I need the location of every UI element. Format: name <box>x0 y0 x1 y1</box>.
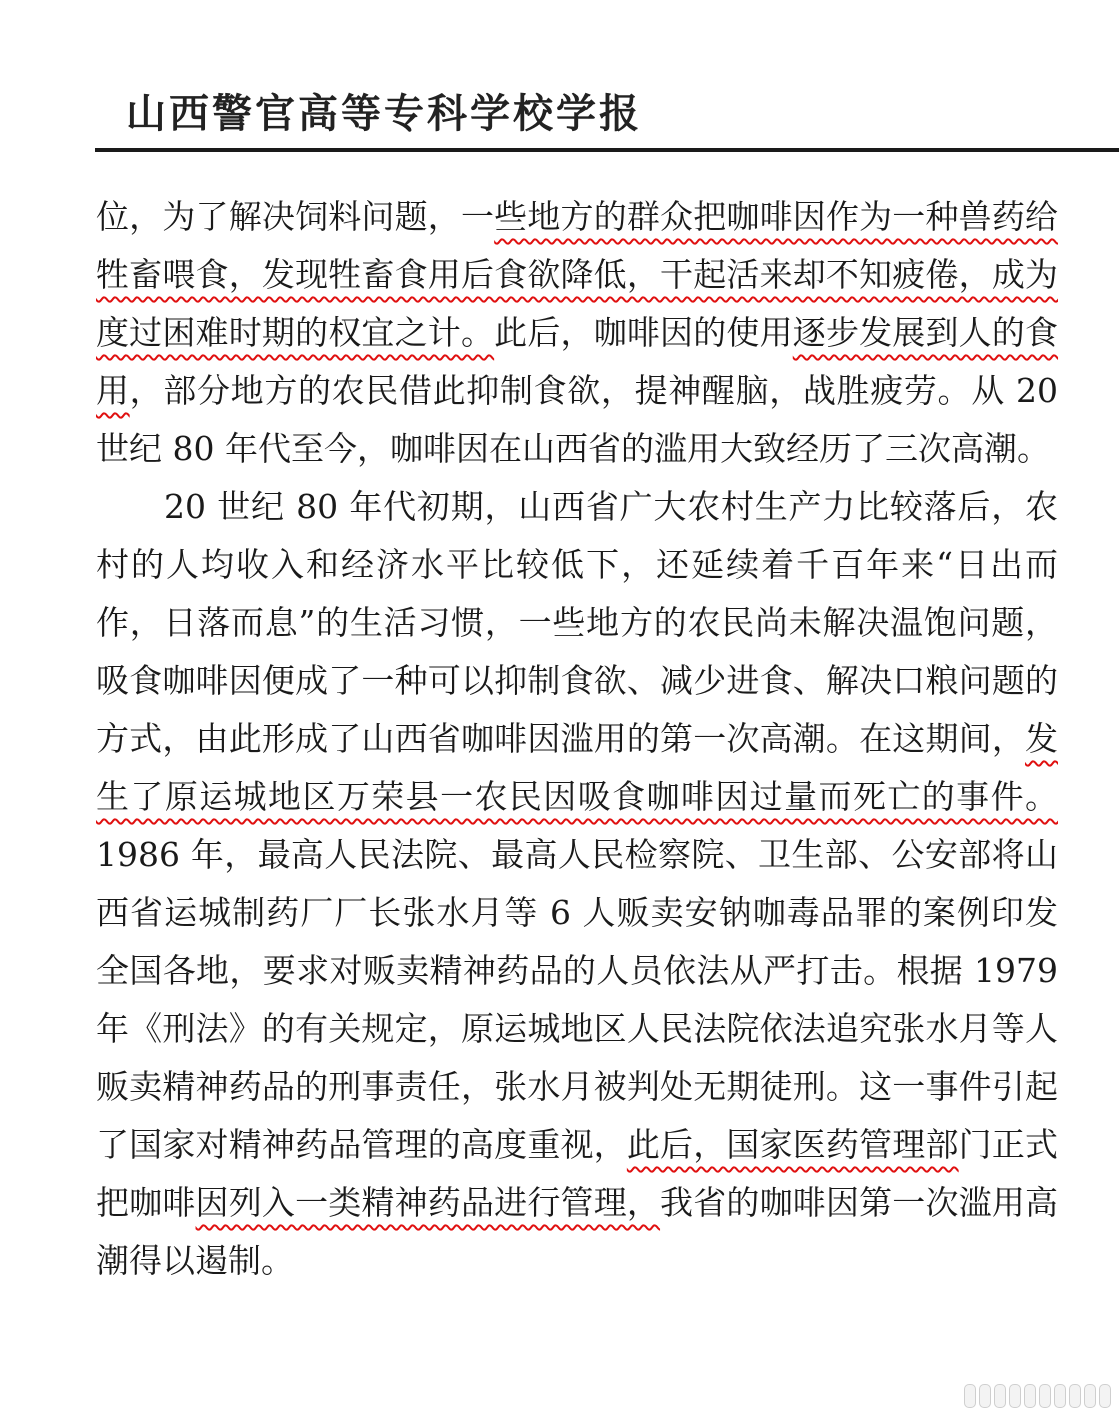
text-segment: 位，为了解决饲料问题，一 <box>96 197 495 236</box>
highlighted-text: 些地方的群众把咖啡因作为一种兽药给牲畜喂食，发现牲畜食用后食欲降低，干起活来却不知疲倦，成为度过困难时期的权宜之计。 <box>96 197 1059 352</box>
paragraph <box>96 478 1058 1290</box>
next-line-cut <box>180 1412 1060 1422</box>
highlighted-text: 发生了原运城地区万荣县一农民因吸食咖啡因过量而死亡的事件。 <box>96 719 1058 816</box>
highlighted-text: 因列入一类精神药品进行管理， <box>195 1183 661 1222</box>
text-segment: 20 世纪 80 年代初期，山西省广大农村生产力比较落后，农村的人均收入和经济水平比较低下，还延续着千百年来“日出而作，日落而息”的生活习惯，一些地方的农民尚未解决温饱问题，吸食咖啡因便成了一种可以抑制食欲、减少进食、解决口粮问题的方式，由此形成了山西省咖啡因滥用的第一次高潮。在这期间， <box>96 487 1058 758</box>
text-segment: 此后，咖啡因的使用 <box>494 313 793 352</box>
journal-title: 山西警官高等专科学校学报 <box>126 91 642 137</box>
paragraph <box>96 188 1058 478</box>
article-body <box>96 188 1058 1290</box>
highlighted-text: 此后，国家医药管理部 <box>626 1125 959 1164</box>
scroll-indicator-icon <box>964 1384 1111 1408</box>
text-segment: 我省的咖啡因第一次滥用高潮得以遏制。 <box>96 1183 1059 1280</box>
text-segment: 门正式把咖啡 <box>96 1125 1059 1222</box>
header-rule <box>95 148 1119 152</box>
text-segment: ，部分地方的农民借此抑制食欲，提神醒脑，战胜疲劳。从 20 世纪 80 年代至今，咖啡因在山西省的滥用大致经历了三次高潮。 <box>96 371 1059 468</box>
highlighted-text: 逐步发展到人的食用 <box>96 313 1059 410</box>
text-segment: 1986 年，最高人民法院、最高人民检察院、卫生部、公安部将山西省运城制药厂厂长张水月等 6 人贩卖安钠咖毒品罪的案例印发全国各地，要求对贩卖精神药品的人员依法从严打击。根据 1979 年《刑法》的有关规定，原运城地区人民法院依法追究张水月等人贩卖精神药品的刑事责任，张水月被判处无期徒刑。这一事件引起了国家对精神药品管理的高度重视， <box>96 835 1058 1164</box>
